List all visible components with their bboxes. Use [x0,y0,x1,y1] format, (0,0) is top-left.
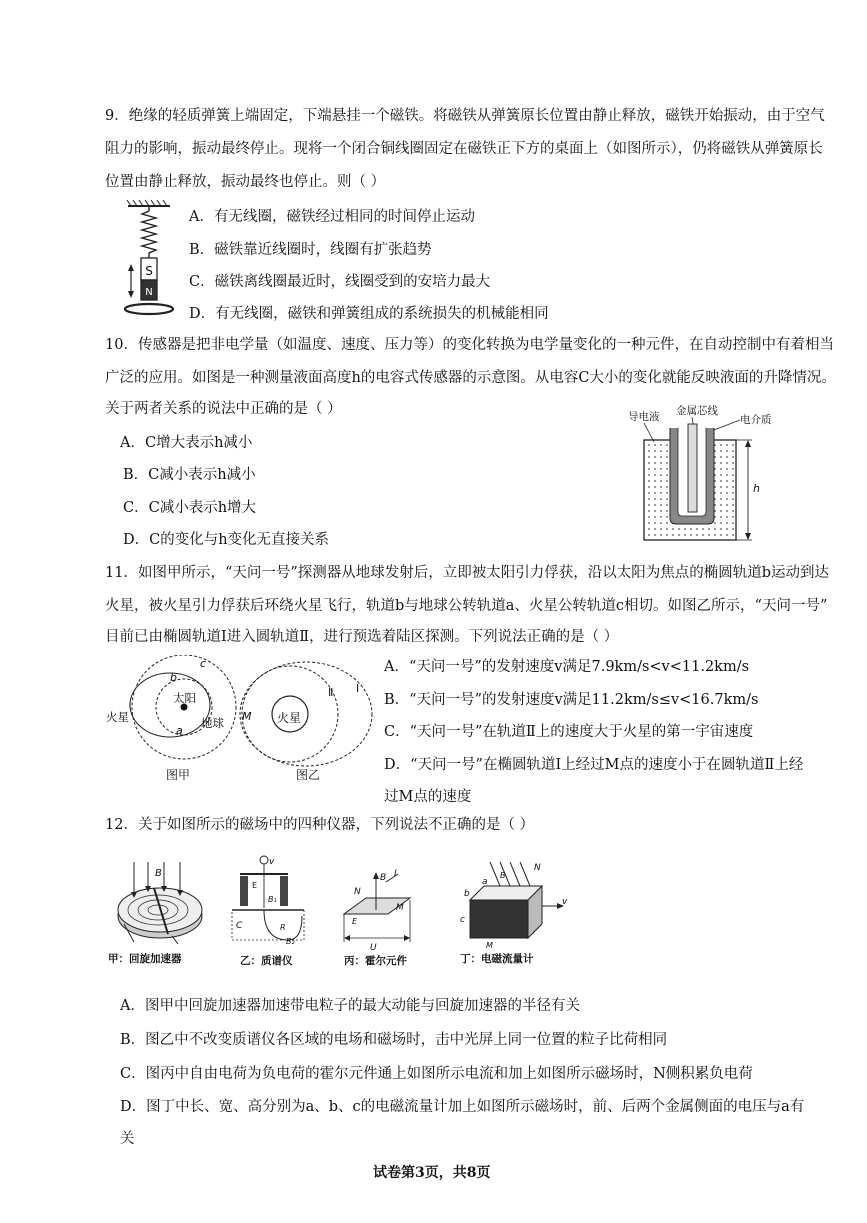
q12-option-a: A．图甲中回旋加速器加速带电粒子的最大动能与回旋加速器的半径有关 [120,998,580,1014]
q11-figure-yi [234,660,376,790]
q12-option-d-cont: 关 [120,1131,135,1147]
q11-line3: 目前已由椭圆轨道Ⅰ进入圆轨道Ⅱ，进行预选着陆区探测。下列说法正确的是（ ） [105,629,619,645]
spectrometer-r-label: R [280,923,286,932]
flowmeter-b-label: B [500,871,506,880]
q12-figure-cyclotron [108,858,214,968]
spectrometer-c-label: C [236,921,243,931]
q11-line2: 火星，被火星引力俘获后环绕火星飞行，轨道b与地球公转轨道a、火星公转轨道c相切。如图乙所示，“天问一号” [105,598,828,614]
label-conductive-liquid: 导电液 [628,411,660,423]
label-metal-core: 金属芯线 [676,405,718,417]
q9-option-b: B．磁铁靠近线圈时，线圈有扩张趋势 [189,242,432,258]
caption-cyclotron: 甲：回旋加速器 [108,953,182,965]
hall-e-label: E [352,917,358,926]
flowmeter-c-label: c [460,915,465,925]
page-footer: 试卷第3页，共8页 [373,1165,491,1181]
q10-line3: 关于两者关系的说法中正确的是（ ） [105,401,342,417]
label-earth: 地球 [201,716,224,730]
q12-option-d: D．图丁中长、宽、高分别为a、b、c的电磁流量计加上如图所示磁场时，前、后两个金属侧面的电压与a有 [120,1099,805,1115]
q10-line1: 10．传感器是把非电学量（如温度、速度、压力等）的变化转换为电学量变化的一种元件，在自动控制中有着相当 [105,337,834,353]
q12-figure-mass-spectrometer [230,852,312,968]
q10-option-a: A．C增大表示h减小 [120,435,253,451]
q10-line2: 广泛的应用。如图是一种测量液面高度h的电容式传感器的示意图。从电容C大小的变化就能反映液面的升降情况。 [105,370,836,386]
q12-line1: 12．关于如图所示的磁场中的四种仪器，下列说法不正确的是（ ） [105,817,535,833]
label-a: a [176,724,183,737]
flowmeter-a-label: a [482,877,488,887]
label-h: h [753,482,760,495]
q9-line2: 阻力的影响，振动最终停止。现将一个闭合铜线圈固定在磁铁正下方的桌面上（如图所示），仍将磁铁从弹簧原长 [105,141,823,157]
label-orbit-i: Ⅰ [356,682,360,695]
label-mars-jia: 火星 [106,710,129,724]
label-m: M [242,710,252,723]
hall-m-label: M [396,903,404,913]
label-c: c [200,657,207,670]
label-b: b [170,671,177,684]
spectrometer-e-label: E [252,881,258,890]
caption-yi: 图乙 [296,768,321,782]
flowmeter-m-label: M [486,941,493,950]
q9-line1: 9．绝缘的轻质弹簧上端固定，下端悬挂一个磁铁。将磁铁从弹簧原长位置由静止释放，磁铁开始振动，由于空气 [105,108,825,124]
caption-jia: 图甲 [166,768,191,782]
q9-option-d: D．有无线圈，磁铁和弹簧组成的系统损失的机械能相同 [189,306,549,322]
q10-option-c: C．C减小表示h增大 [123,500,257,516]
q11-option-d: D．“天问一号”在椭圆轨道Ⅰ上经过M点的速度小于在圆轨道Ⅱ上经 [384,757,804,773]
label-orbit-ii: Ⅱ [328,686,334,699]
magnet-s-label: S [145,264,153,278]
label-sun: 太阳 [173,691,196,705]
flowmeter-v-label: v [562,897,568,907]
q10-figure-capacitor-sensor [622,400,782,545]
q9-option-c: C．磁铁离线圈最近时，线圈受到的安培力最大 [189,274,491,290]
spectrometer-b2-label: B₂ [286,937,295,946]
q11-option-d-cont: 过M点的速度 [384,789,472,805]
q11-figure-jia [106,655,248,791]
q10-option-b: B．C减小表示h减小 [123,467,256,483]
q11-option-b: B．“天问一号”的发射速度v满足11.2km/s≤v<16.7km/s [384,692,759,708]
label-mars-yi: 火星 [277,711,302,725]
flowmeter-n-label: N [534,863,541,873]
spectrometer-b1-label: B₁ [268,895,277,904]
q12-figure-hall-element [336,864,428,968]
label-dielectric: 电介质 [740,414,772,426]
q10-option-d: D．C的变化与h变化无直接关系 [123,532,330,548]
caption-hall-element: 丙：霍尔元件 [344,955,407,967]
q9-option-a: A．有无线圈，磁铁经过相同的时间停止运动 [189,209,475,225]
q11-line1: 11．如图甲所示，“天问一号”探测器从地球发射后，立即被太阳引力俘获，沿以太阳为焦点的椭圆轨道b运动到达 [105,565,830,581]
magnet-n-label: N [145,287,153,298]
hall-n-label: N [354,887,361,897]
cyclotron-b-label: B [155,868,162,879]
hall-uh-label: U [370,943,377,953]
hall-b-label: B [380,873,387,883]
caption-mass-spectrometer: 乙：质谱仪 [240,955,293,967]
q12-figure-flowmeter [456,856,572,968]
q12-option-b: B．图乙中不改变质谱仪各区域的电场和磁场时，击中光屏上同一位置的粒子比荷相同 [120,1032,668,1048]
flowmeter-b-dim-label: b [464,889,470,899]
spectrometer-v-label: v [269,857,275,867]
q9-figure-spring-magnet [118,198,180,320]
q11-option-c: C．“天问一号”在轨道Ⅱ上的速度大于火星的第一宇宙速度 [384,724,754,740]
hall-i-label: I [394,869,397,879]
caption-flowmeter: 丁：电磁流量计 [460,953,534,965]
q11-option-a: A．“天问一号”的发射速度v满足7.9km/s<v<11.2km/s [384,659,750,675]
q9-line3: 位置由静止释放，振动最终也停止。则（ ） [105,174,386,190]
q12-option-c: C．图丙中自由电荷为负电荷的霍尔元件通上如图所示电流和加上如图所示磁场时，N侧积累负电荷 [120,1066,753,1082]
